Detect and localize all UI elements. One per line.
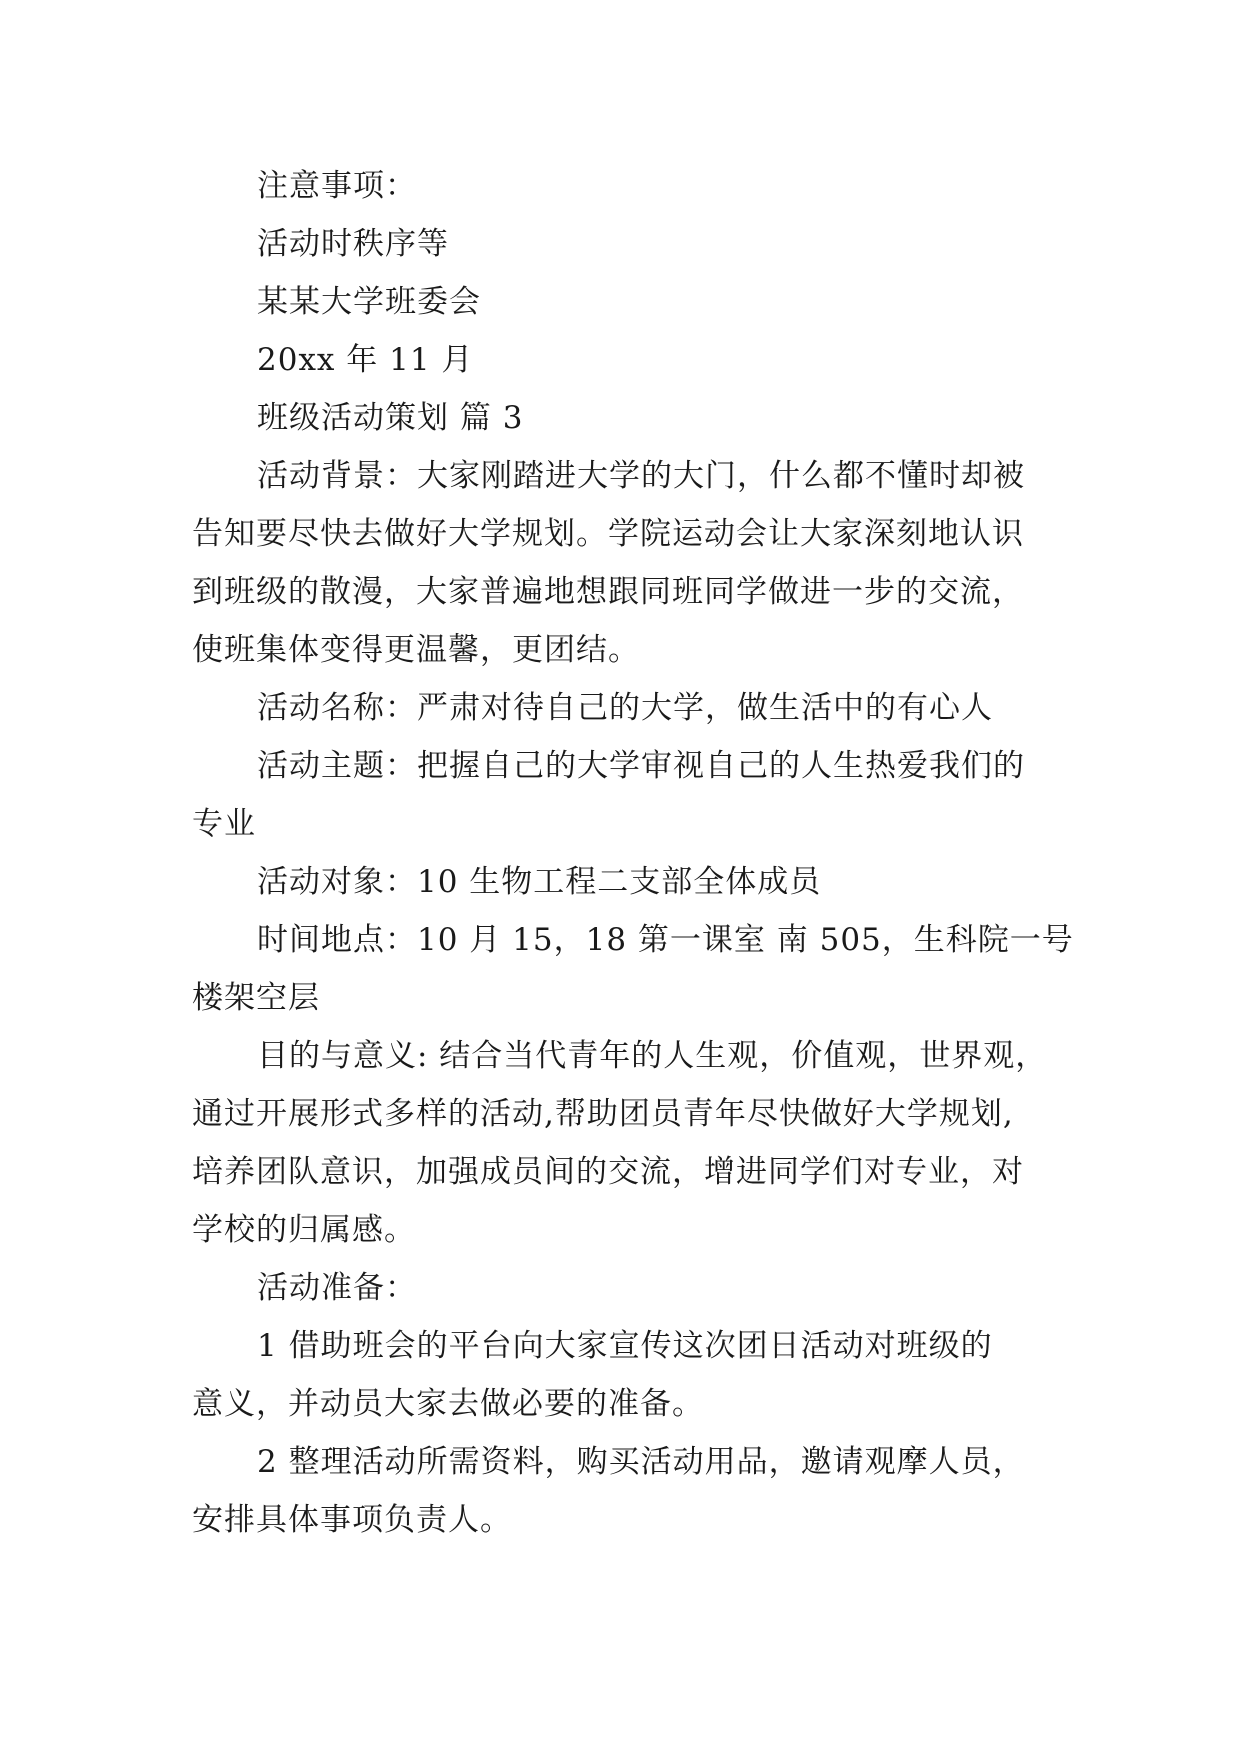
text-line-background-3: 到班级的散漫，大家普遍地想跟同班同学做进一步的交流， xyxy=(192,574,1024,610)
text-line-notes-heading: 注意事项： xyxy=(257,168,417,204)
section-title: 班级活动策划 篇 3 xyxy=(257,400,524,436)
text-line-activity-order: 活动时秩序等 xyxy=(257,226,449,262)
text-line-preparation-1a: 1 借助班会的平台向大家宣传这次团日活动对班级的 xyxy=(257,1328,993,1364)
text-line-preparation-2a: 2 整理活动所需资料，购买活动用品，邀请观摩人员， xyxy=(257,1444,1025,1480)
text-line-purpose-3: 培养团队意识，加强成员间的交流，增进同学们对专业，对 xyxy=(192,1154,1024,1190)
text-line-background-2: 告知要尽快去做好大学规划。学院运动会让大家深刻地认识 xyxy=(192,516,1024,552)
text-line-organizer: 某某大学班委会 xyxy=(257,284,481,320)
text-line-background-1: 活动背景：大家刚踏进大学的大门，什么都不懂时却被 xyxy=(257,458,1025,494)
text-line-date: 20xx 年 11 月 xyxy=(257,342,474,378)
text-line-purpose-2: 通过开展形式多样的活动,帮助团员青年尽快做好大学规划, xyxy=(192,1096,1014,1132)
text-line-time-place-1: 时间地点：10 月 15，18 第一课室 南 505，生科院一号 xyxy=(257,922,1074,958)
text-line-activity-target: 活动对象：10 生物工程二支部全体成员 xyxy=(257,864,822,900)
text-line-preparation-heading: 活动准备： xyxy=(257,1270,417,1306)
text-line-purpose-4: 学校的归属感。 xyxy=(192,1212,416,1248)
text-line-background-4: 使班集体变得更温馨，更团结。 xyxy=(192,632,640,668)
text-line-purpose-1: 目的与意义: 结合当代青年的人生观，价值观，世界观， xyxy=(257,1038,1048,1074)
text-line-preparation-2b: 安排具体事项负责人。 xyxy=(192,1502,512,1538)
text-line-preparation-1b: 意义，并动员大家去做必要的准备。 xyxy=(192,1386,704,1422)
text-line-activity-name: 活动名称：严肃对待自己的大学，做生活中的有心人 xyxy=(257,690,993,726)
text-line-activity-theme-2: 专业 xyxy=(192,806,256,842)
text-line-activity-theme-1: 活动主题：把握自己的大学审视自己的人生热爱我们的 xyxy=(257,748,1025,784)
text-line-time-place-2: 楼架空层 xyxy=(192,980,320,1016)
